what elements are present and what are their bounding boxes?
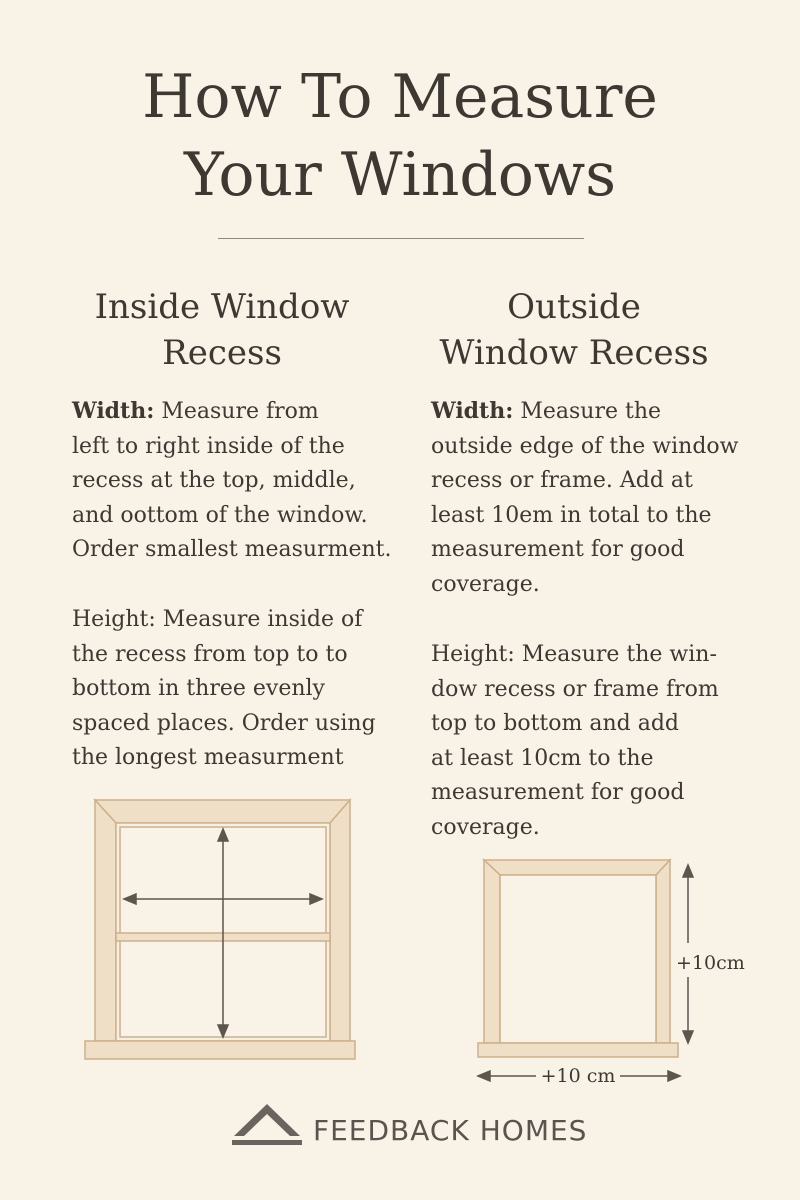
- inside-width-line: and oottom of the window.: [72, 502, 368, 528]
- outside-height-line: coverage.: [431, 814, 540, 840]
- inside-height-line: spaced places. Order using: [72, 710, 376, 736]
- outside-height-line: dow recess or frame from: [431, 676, 719, 702]
- outside-width-line: least 10em in total to the: [431, 502, 712, 528]
- window-frame: [478, 860, 678, 1057]
- outside-width-label: Width:: [431, 398, 514, 424]
- outside-height-line: at least 10cm to the: [431, 745, 654, 771]
- outside-height-line: measurement for good: [431, 780, 685, 805]
- outside-width-line: coverage.: [431, 571, 540, 597]
- outside-height-line: Height: Measure the win-: [431, 642, 717, 667]
- outside-recess-heading: [414, 284, 734, 376]
- inside-width-label: Width:: [72, 398, 155, 424]
- inside-width-line: Order smallest measurment.: [72, 537, 392, 562]
- house-roof-icon: [230, 1100, 304, 1148]
- title-line-1: How To Measure: [142, 62, 658, 132]
- width-arrow-left-icon: [478, 1071, 490, 1081]
- inside-width-line: recess at the top, middle,: [72, 468, 356, 493]
- width-arrow-right-icon: [668, 1071, 680, 1081]
- inside-width-instructions: [72, 394, 392, 568]
- outside-width-line: [431, 394, 738, 430]
- title-divider: [218, 238, 584, 239]
- height-allowance-label: +10cm: [676, 952, 745, 974]
- outside-width-text: Measure the: [513, 399, 662, 424]
- inside-width-line: [72, 394, 392, 430]
- brand-name: FEEDBACK HOMES: [313, 1114, 588, 1147]
- outside-height-line: top to bottom and add: [431, 711, 679, 736]
- height-arrow-bottom-icon: [683, 1031, 693, 1043]
- inside-height-line: bottom in three evenly: [72, 676, 325, 701]
- outside-heading-line-2: Window Recess: [439, 333, 709, 373]
- page-title: [0, 58, 800, 214]
- inside-heading-line-2: Recess: [162, 333, 282, 373]
- inside-height-line: the recess from top to to: [72, 641, 348, 667]
- outside-heading-line-1: Outside: [507, 287, 641, 327]
- inside-height-instructions: [72, 603, 376, 776]
- inside-width-line: left to right inside of the: [72, 433, 345, 459]
- inside-height-line: the longest measurment: [72, 745, 344, 770]
- height-arrow-top-icon: [683, 865, 693, 877]
- outside-width-line: recess or frame. Add at: [431, 468, 693, 493]
- inside-heading-line-1: Inside Window: [94, 287, 350, 327]
- title-line-2: Your Windows: [183, 140, 617, 210]
- width-allowance-label: +10 cm: [540, 1065, 616, 1087]
- outside-width-line: measurement for good: [431, 537, 685, 562]
- outside-width-instructions: [431, 394, 738, 602]
- inside-window-diagram: [80, 795, 360, 1065]
- outside-height-instructions: [431, 638, 719, 845]
- inside-recess-heading: [62, 284, 382, 376]
- inside-height-line: Height: Measure inside of: [72, 607, 363, 632]
- inside-width-text: Measure from: [154, 399, 319, 424]
- outside-width-line: outside edge of the window: [431, 433, 739, 459]
- outside-window-diagram: [470, 855, 770, 1095]
